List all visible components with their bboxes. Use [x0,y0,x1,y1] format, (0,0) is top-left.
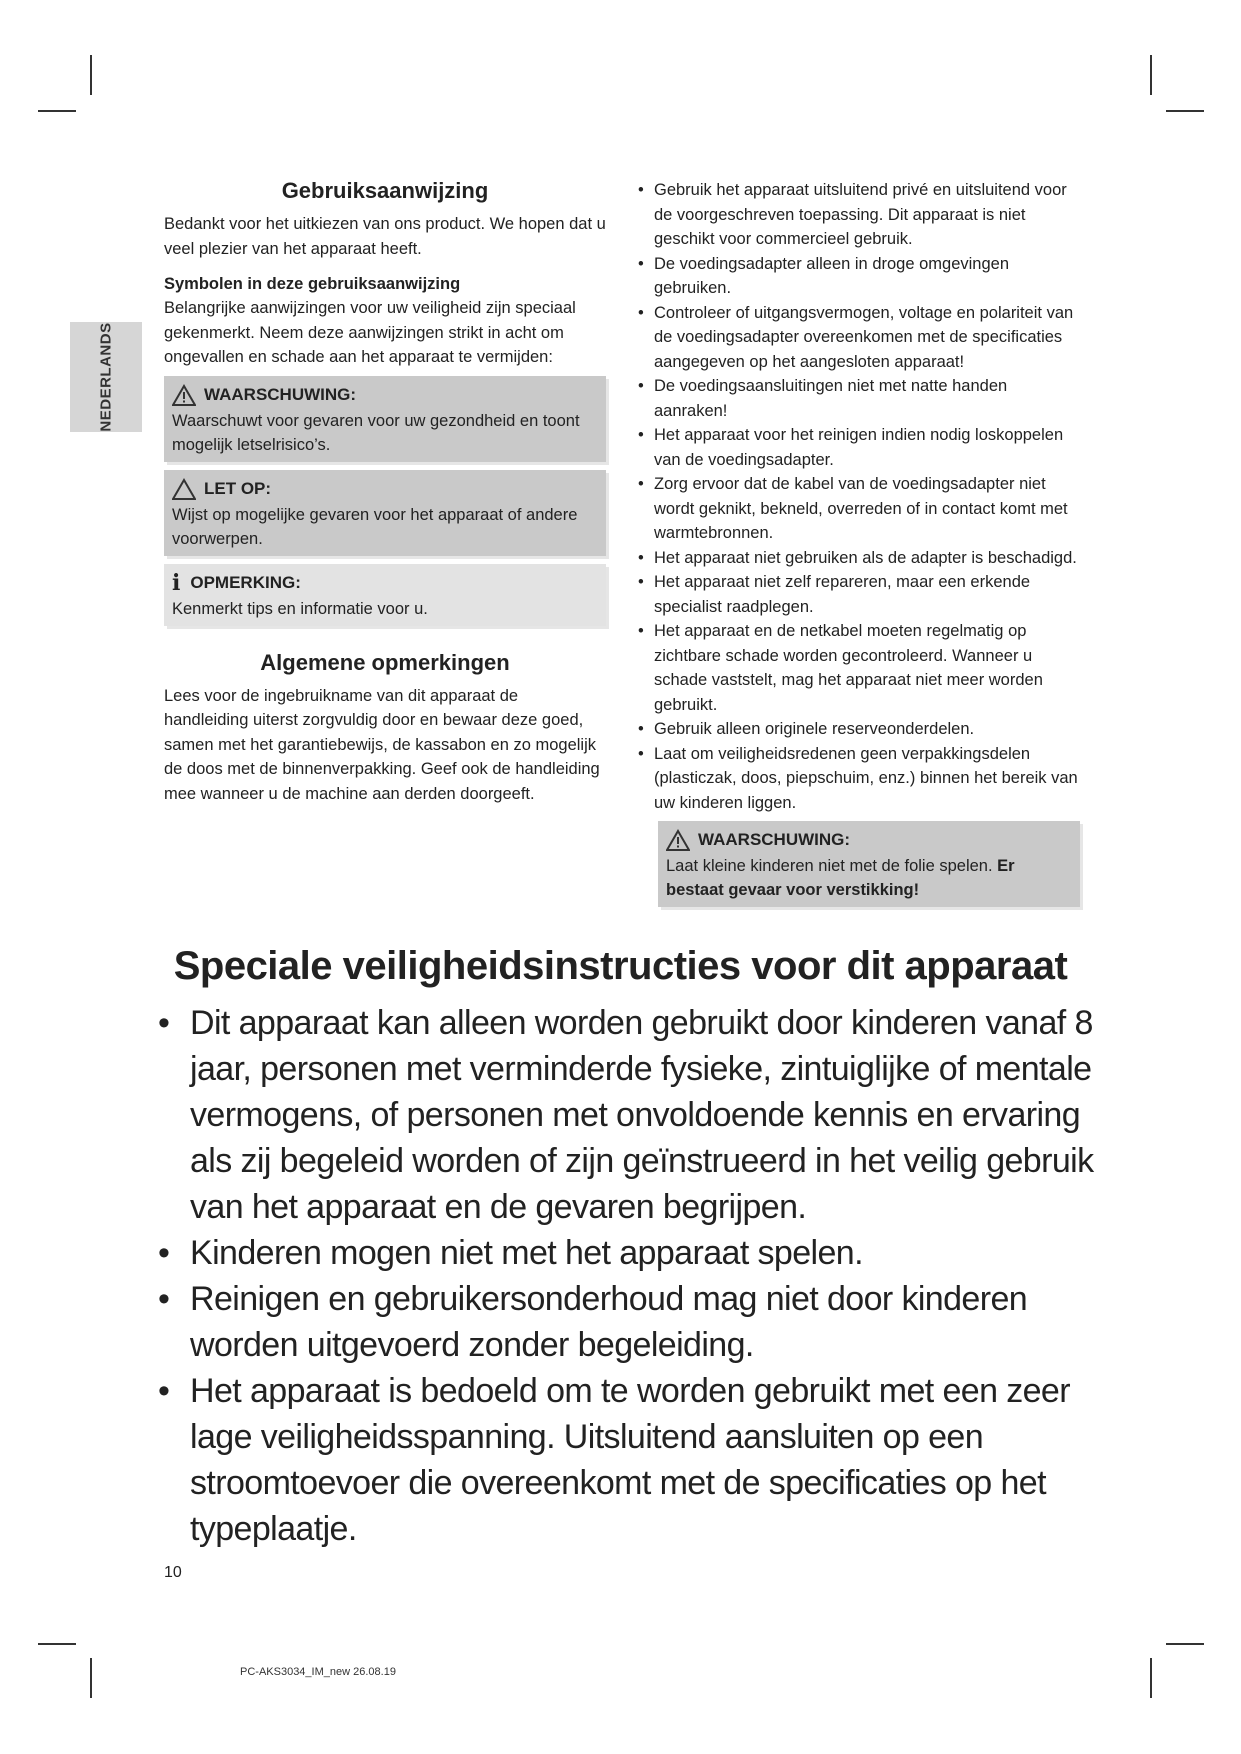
note-box [164,564,606,626]
list-item: • De voedingsadapter alleen in droge omgevingen gebruiken. [638,252,1080,301]
foil-warning-label: WAARSCHUWING: [698,830,851,849]
left-column [164,178,606,806]
list-item: • Kinderen mogen niet met het apparaat spelen. [158,1230,1108,1276]
list-item: • Het apparaat is bedoeld om te worden gebruikt met een zeer lage veiligheidsspanning. Uitsluitend aansluiten op een stroomtoevoer die overeenkomt met de specificaties op het typeplaatje. [158,1368,1108,1552]
symbols-heading: Symbolen in deze gebruiksaanwijzing [164,275,461,293]
list-item: • Controleer of uitgangsvermogen, voltage en polariteit van de voedingsadapter overeenkomen met de specificaties aangegeven op het aangesloten apparaat! [638,301,1080,375]
crop-mark [1150,55,1152,95]
crop-mark [90,1658,92,1698]
intro-text: Bedankt voor het uitkiezen van ons product. We hopen dat u veel plezier van het apparaat heeft. [164,215,606,258]
language-tab [70,322,142,432]
crop-mark [1166,1643,1204,1645]
crop-mark [1166,110,1204,112]
crop-mark [1150,1658,1152,1698]
caution-text: Wijst op mogelijke gevaren voor het apparaat of andere voorwerpen. [172,505,578,548]
caution-box [164,470,606,556]
right-column [638,178,1080,915]
special-safety-list [158,1000,1108,1552]
list-item: • Dit apparaat kan alleen worden gebruikt door kinderen vanaf 8 jaar, personen met verminderde fysieke, zintuiglijke of mentale vermogens, of personen met onvoldoende kennis en ervaring als zij begeleid worden of zijn geïnstrueerd in het veilig gebruik van het apparaat en de gevaren begrijpen. [158,1000,1108,1230]
crop-mark [38,110,76,112]
list-item: • Het apparaat niet gebruiken als de adapter is beschadigd. [638,546,1080,571]
list-item: • Gebruik het apparaat uitsluitend privé en uitsluitend voor de voorgeschreven toepassing. Dit apparaat is niet geschikt voor commercieel gebruik. [638,178,1080,252]
warning-box [164,376,606,462]
warning-label: WAARSCHUWING: [204,384,357,404]
list-item: • Laat om veiligheidsredenen geen verpakkingsdelen (plasticzak, doos, piepschuim, enz.) binnen het bereik van uw kinderen liggen. [638,742,1080,816]
note-text: Kenmerkt tips en informatie voor u. [172,599,428,618]
list-item: • Reinigen en gebruikersonderhoud mag niet door kinderen worden uitgevoerd zonder begeleiding. [158,1276,1108,1368]
list-item: • Het apparaat voor het reinigen indien nodig loskoppelen van de voedingsadapter. [638,423,1080,472]
list-item: • Gebruik alleen originele reserveonderdelen. [638,717,1080,742]
page-number: 10 [164,1564,182,1581]
language-tab-label: NEDERLANDS [97,322,115,432]
list-item: • Zorg ervoor dat de kabel van de voedingsadapter niet wordt geknikt, bekneld, overreden of in contact komt met warmtebronnen. [638,472,1080,546]
safety-list [638,178,1080,815]
foil-warning-box [658,821,1080,907]
crop-mark [90,55,92,95]
list-item: • Het apparaat en de netkabel moeten regelmatig op zichtbare schade worden gecontroleerd. Wanneer u schade vaststelt, mag het apparaat niet meer worden gebruikt. [638,619,1080,717]
crop-mark [38,1643,76,1645]
foil-warning-bold: Er bestaat gevaar voor verstikking! [666,857,1015,899]
symbols-text: Belangrijke aanwijzingen voor uw veiligheid zijn speciaal gekenmerkt. Neem deze aanwijzingen strikt in acht om ongevallen en schade aan het apparaat te vermijden: [164,299,576,366]
warning-triangle-icon [666,829,690,851]
note-label: OPMERKING: [190,572,301,592]
caution-label: LET OP: [204,478,272,498]
caution-triangle-icon [172,478,196,500]
list-item: • Het apparaat niet zelf repareren, maar een erkende specialist raadplegen. [638,570,1080,619]
manual-title: Gebruiksaanwijzing [281,178,489,203]
info-icon: i [172,569,181,596]
special-safety-title: Speciale veiligheidsinstructies voor dit apparaat [173,944,1068,988]
general-title: Algemene opmerkingen [260,649,510,675]
list-item: • De voedingsaansluitingen niet met natte handen aanraken! [638,374,1080,423]
warning-text: Waarschuwt voor gevaren voor uw gezondheid en toont mogelijk letselrisico’s. [172,411,580,454]
foil-warning-text: Laat kleine kinderen niet met de folie spelen. [666,857,993,875]
warning-triangle-icon [172,384,196,406]
footer-code: PC-AKS3034_IM_new 26.08.19 [240,1666,396,1678]
general-text: Lees voor de ingebruikname van dit apparaat de handleiding uiterst zorgvuldig door en bewaar deze goed, samen met het garantiebewijs, de kassabon en zo mogelijk de doos met de binnenverpakking. Geef ook de handleiding mee wanneer u de machine aan derden doorgeeft. [164,686,600,803]
